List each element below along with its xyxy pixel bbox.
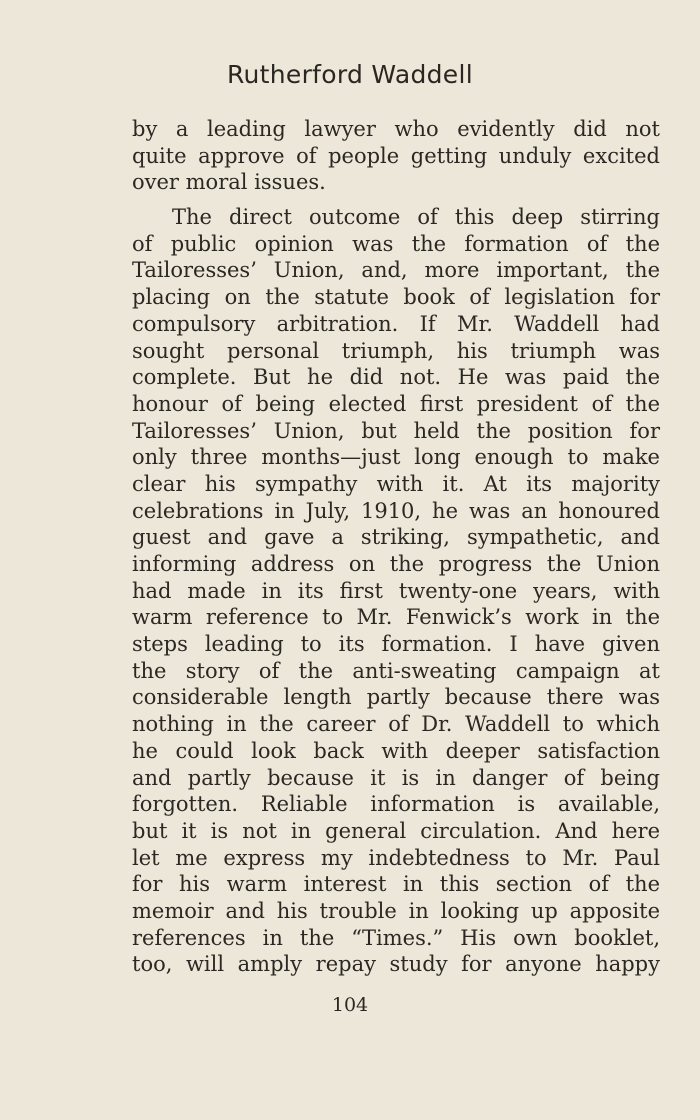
text-line: guest and gave a striking, sympathetic, and xyxy=(132,525,660,550)
text-line: memoir and his trouble in looking up apposite xyxy=(132,898,660,923)
text-line: Tailoresses’ Union, but held the position for xyxy=(132,418,660,443)
text-line: nothing in the career of Dr. Waddell to which xyxy=(132,712,660,737)
text-line: informing address on the progress the Union xyxy=(132,552,660,576)
paragraph-2 xyxy=(132,204,660,978)
text-line: warm reference to Mr. Fenwick’s work in the xyxy=(132,605,660,630)
text-line: by a leading lawyer who evidently did not xyxy=(132,117,660,141)
text-line: celebrations in July, 1910, he was an honoured xyxy=(132,498,660,523)
text-line: considerable length partly because there was xyxy=(132,685,660,710)
text-line: steps leading to its formation. I have given xyxy=(132,632,660,657)
text-line: references in the “Times.” His own booklet, xyxy=(132,925,660,950)
text-line: too, will amply repay study for anyone happy xyxy=(132,952,660,977)
text-line: Tailoresses’ Union, and, more important, the xyxy=(132,258,660,283)
paragraph-gap xyxy=(132,196,660,204)
text-line: over moral issues. xyxy=(132,170,326,195)
text-line: forgotten. Reliable information is available, xyxy=(132,792,660,817)
text-line: complete. But he did not. He was paid the xyxy=(132,365,660,390)
text-line: honour of being elected first president of the xyxy=(132,391,660,416)
text-line: and partly because it is in danger of being xyxy=(132,765,660,790)
text-line: he could look back with deeper satisfaction xyxy=(132,738,660,763)
body-text xyxy=(132,116,660,978)
text-line: for his warm interest in this section of the xyxy=(132,872,660,897)
text-line: compulsory arbitration. If Mr. Waddell had xyxy=(132,311,660,336)
text-line: let me express my indebtedness to Mr. Paul xyxy=(132,845,660,870)
text-line: clear his sympathy with it. At its majority xyxy=(132,471,660,496)
paragraph-1 xyxy=(132,116,660,196)
text-line: The direct outcome of this deep stirring xyxy=(172,205,660,230)
page-number: 104 xyxy=(331,994,369,1016)
text-line: quite approve of people getting unduly excited xyxy=(132,143,660,168)
text-line: of public opinion was the formation of the xyxy=(132,231,660,256)
running-head: Rutherford Waddell xyxy=(226,60,473,89)
text-line: had made in its first twenty-one years, with xyxy=(132,578,660,603)
text-line: but it is not in general circulation. And here xyxy=(132,818,660,843)
text-line: sought personal triumph, his triumph was xyxy=(132,338,660,363)
text-line: placing on the statute book of legislation for xyxy=(132,285,660,310)
text-line: only three months—just long enough to make xyxy=(132,445,660,470)
text-line: the story of the anti-sweating campaign at xyxy=(132,658,660,683)
